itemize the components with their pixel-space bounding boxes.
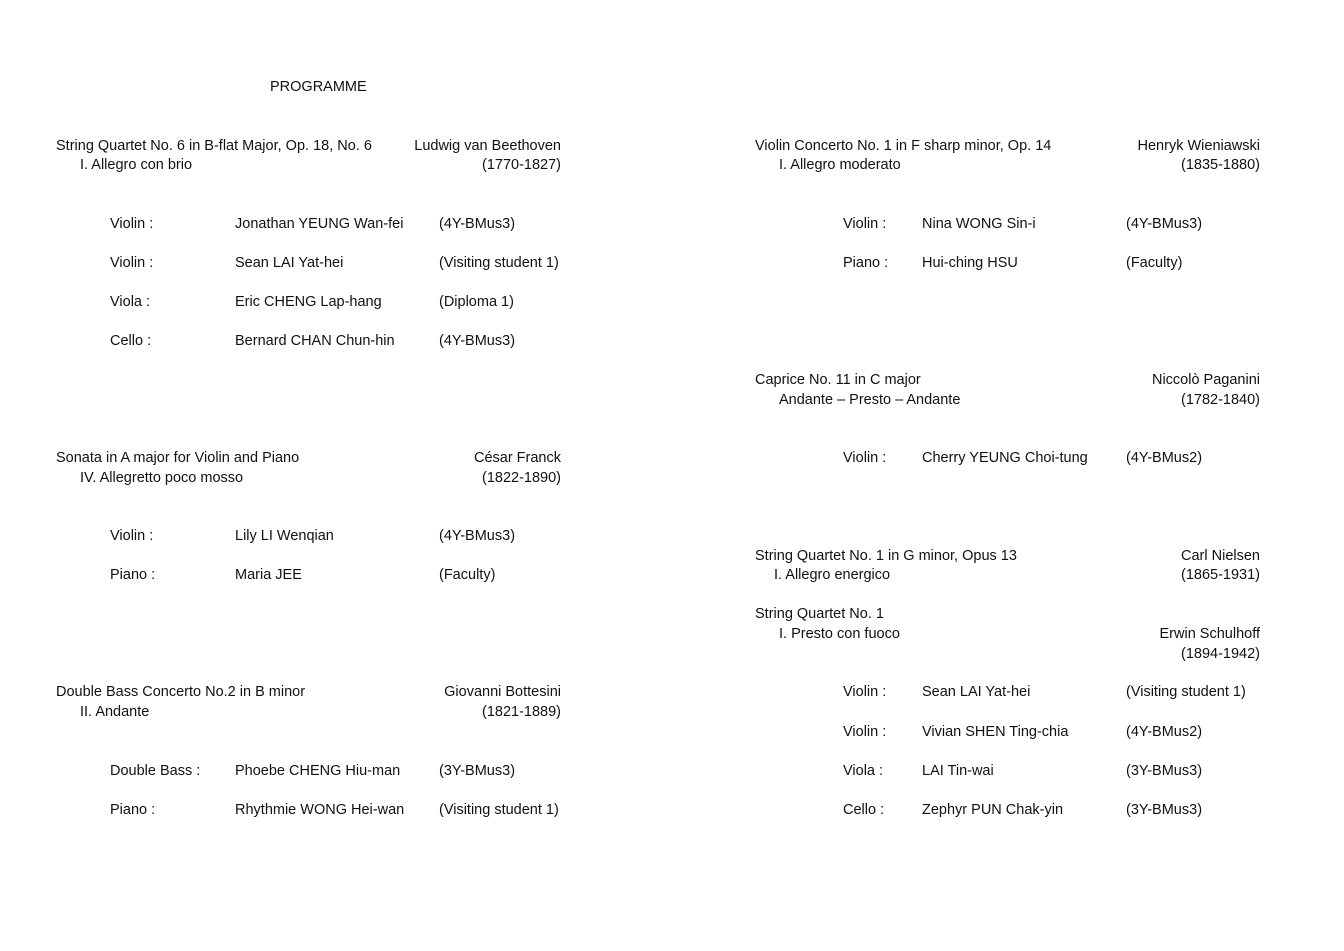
performer-name: LAI Tin-wai: [922, 763, 994, 779]
performer-name: Maria JEE: [235, 567, 302, 583]
composer-dates-2: (1894-1942): [1181, 646, 1260, 662]
composer-name: César Franck: [473, 450, 561, 466]
performer-role: Violin :: [843, 724, 887, 740]
performer-name: Eric CHENG Lap-hang: [235, 294, 382, 310]
piece-movement: II. Andante: [80, 704, 150, 720]
performer-name: Zephyr PUN Chak-yin: [922, 802, 1064, 818]
performer-role: Violin :: [110, 255, 154, 271]
piece-movement: I. Allegro con brio: [80, 157, 193, 173]
performer-program: (4Y-BMus3): [439, 216, 516, 232]
performer-role: Violin :: [843, 216, 887, 232]
piece-title: Caprice No. 11 in C major: [755, 372, 921, 388]
performer-name: Vivian SHEN Ting-chia: [922, 724, 1069, 740]
performer-program: (Visiting student 1): [1126, 684, 1246, 700]
performer-name: Bernard CHAN Chun-hin: [235, 333, 395, 349]
performer-program: (4Y-BMus3): [439, 528, 516, 544]
composer-name: Giovanni Bottesini: [444, 684, 561, 700]
performer-name: Hui-ching HSU: [922, 255, 1018, 271]
performer-name: Rhythmie WONG Hei-wan: [235, 802, 405, 818]
performer-name: Jonathan YEUNG Wan-fei: [235, 216, 404, 232]
performer-program: (4Y-BMus3): [439, 333, 516, 349]
performer-role: Violin :: [843, 684, 887, 700]
performer-role: Double Bass :: [110, 763, 201, 779]
performer-role: Cello :: [110, 333, 152, 349]
composer-dates: (1822-1890): [482, 470, 561, 486]
composer-dates: (1782-1840): [1181, 392, 1260, 408]
piece-title: Sonata in A major for Violin and Piano: [56, 450, 300, 466]
composer-dates: (1821-1889): [482, 704, 561, 720]
performer-name: Sean LAI Yat-hei: [235, 255, 344, 271]
performer-name: Nina WONG Sin-i: [922, 216, 1036, 232]
piece-movement: I. Allegro energico: [774, 567, 891, 583]
performer-program: (Faculty): [439, 567, 496, 583]
piece-title: String Quartet No. 1 in G minor, Opus 13: [755, 548, 1017, 564]
composer-dates: (1770-1827): [482, 157, 561, 173]
performer-name: Phoebe CHENG Hiu-man: [235, 763, 401, 779]
composer-name-2: Erwin Schulhoff: [1159, 626, 1260, 642]
composer-name: Carl Nielsen: [1181, 548, 1260, 564]
performer-role: Piano :: [110, 802, 156, 818]
performer-program: (3Y-BMus3): [1126, 763, 1203, 779]
piece-movement: I. Allegro moderato: [779, 157, 901, 173]
performer-program: (4Y-BMus2): [1126, 724, 1203, 740]
performer-program: (4Y-BMus2): [1126, 450, 1203, 466]
composer-dates: (1865-1931): [1181, 567, 1260, 583]
performer-role: Violin :: [110, 216, 154, 232]
piece-movement: IV. Allegretto poco mosso: [80, 470, 244, 486]
piece-title: String Quartet No. 6 in B-flat Major, Op. 18, No. 6: [56, 138, 372, 154]
performer-program: (Visiting student 1): [439, 255, 559, 271]
composer-name: Henryk Wieniawski: [1137, 138, 1260, 154]
piece-movement: Andante – Presto – Andante: [779, 392, 961, 408]
performer-program: (3Y-BMus3): [439, 763, 516, 779]
programme-heading: PROGRAMME: [270, 79, 367, 95]
performer-program: (Diploma 1): [439, 294, 514, 310]
performer-program: (3Y-BMus3): [1126, 802, 1203, 818]
performer-role: Viola :: [110, 294, 151, 310]
performer-role: Piano :: [843, 255, 889, 271]
performer-role: Viola :: [843, 763, 884, 779]
performer-name: Cherry YEUNG Choi-tung: [922, 450, 1088, 466]
performer-program: (4Y-BMus3): [1126, 216, 1203, 232]
performer-role: Violin :: [110, 528, 154, 544]
composer-name: Ludwig van Beethoven: [414, 138, 561, 154]
performer-program: (Faculty): [1126, 255, 1183, 271]
piece-title: Violin Concerto No. 1 in F sharp minor, Op. 14: [755, 138, 1052, 154]
performer-name: Sean LAI Yat-hei: [922, 684, 1031, 700]
piece-title-2: String Quartet No. 1: [755, 606, 884, 622]
piece-movement-2: I. Presto con fuoco: [779, 626, 900, 642]
performer-role: Piano :: [110, 567, 156, 583]
performer-role: Violin :: [843, 450, 887, 466]
performer-program: (Visiting student 1): [439, 802, 559, 818]
composer-dates: (1835-1880): [1181, 157, 1260, 173]
performer-role: Cello :: [843, 802, 885, 818]
composer-name: Niccolò Paganini: [1151, 372, 1260, 388]
piece-title: Double Bass Concerto No.2 in B minor: [56, 684, 306, 700]
performer-name: Lily LI Wenqian: [235, 528, 334, 544]
